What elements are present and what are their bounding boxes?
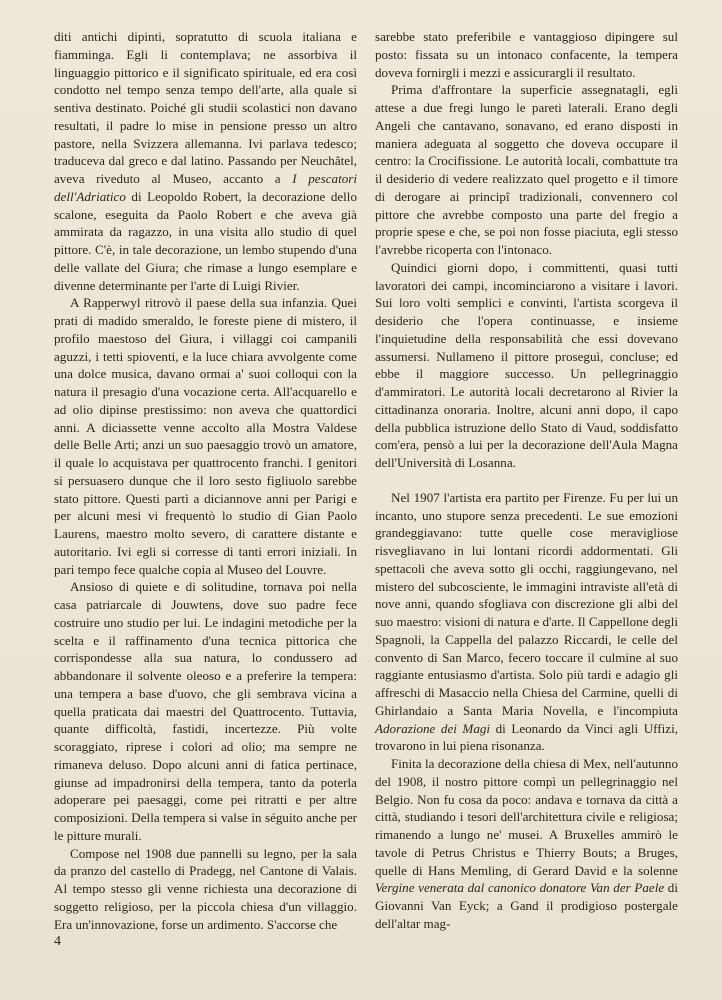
artwork-title: Adorazione dei Magi [375, 720, 491, 736]
artwork-title: Vergine venerata dal canonico donatore Van der Paele [375, 880, 665, 896]
paragraph [375, 755, 678, 933]
paragraph: Ansioso di quiete e di solitudine, tornava poi nella casa patriarcale di Jouwtens, dove suo padre fece costruire uno studio per lui. Le indagini metodiche per la scelta e il raffinamento d'una tecnica pittorica che corrispondesse alla sua natura, lo condussero ad abbandonare il solvente oleoso e a preferire la tempera: una tempera a base d'uovo, che gli sembrava vicina a quella praticata dai maestri del Quattrocento. Tuttavia, quante difficoltà, fastidi, incertezze. Più volte scoraggiato, riprese i colori ad olio; ma sempre ne rimaneva deluso. Dopo alcuni anni di fatica pertinace, giunse ad impadronirsi della tempera, tanto da poterla adoperare pei paesaggi, come pei ritratti e per altre composizioni. Della tempera si valse in séguito anche per le pitture murali. [54, 579, 357, 843]
left-column [54, 28, 357, 933]
artwork-title: I pescatori dell'Adriatico [54, 171, 357, 204]
paragraph-text: diti antichi dipinti, sopratutto di scuola italiana e fiamminga. Egli li contemplava; ne assorbiva il linguaggio pittorico e il significato spirituale, ed era così condotto nel tempo senza tempo dell'arte, alla quale si sentiva destinato. Poiché gli studii scolastici non davano resultati, il padre lo mise in pensione presso un altro pastore, nella Svizzera allemanna. Ivi parlava tedesco; traduceva dal greco e dal latino. Passando per Neuchâtel, aveva riveduto al Museo, accanto a [54, 29, 357, 186]
paragraph-text: Finita la decorazione della chiesa di Mex, nell'autunno del 1908, il nostro pittore compì un pellegrinaggio nel Belgio. Non fu cosa da poco: andava e tornava da città a città, studiando i tesori dell'architettura civile e religiosa; rimanendo a lungo ne' musei. A Bruxelles ammirò le tavole di Petrus Christus e Thierry Bouts; a Bruges, quelle di Hans Memling, di Gerard David e la solenne [375, 756, 678, 878]
page-number: 4 [54, 934, 61, 949]
paragraph [54, 28, 357, 294]
paragraph [375, 489, 678, 755]
paragraph: Prima d'affrontare la superficie assegnatagli, egli attese a due fregi lungo le pareti laterali. Erano degli Angeli che cantavano, sonavano, ed erano disposti in maniera adeguata al soggetto che doveva occupare il centro: la Crocifissione. Le autorità locali, combattute tra il desiderio di vedere realizzato quel progetto e il timore di derogare ai principî tradizionali, convennero col pittore che avrebbe composto una parte del fregio a proprie spese e che, se poi non fosse piaciuta, egli stesso l'avrebbe ricoperta con l'intonaco. [375, 82, 678, 257]
paragraph: sarebbe stato preferibile e vantaggioso dipingere sul posto: fissata su un intonaco confacente, la tempera doveva fornirgli i mezzi e assicurargli il resultato. [375, 29, 678, 80]
paragraph-text: di Leonardo da Vinci agli Uffizi, trovarono in lui piena risonanza. [375, 720, 678, 754]
paragraph-text: Nel 1907 l'artista era partito per Firenze. Fu per lui un incanto, uno stupore senza precedenti. Le sue emozioni grandeggiavano: tutte quelle cose meravigliose risvegliavano in lui lontani ricordi addormentati. Gli spettacoli che aveva sotto gli occhi, raggiungevano, nel mistero del subcosciente, le immagini intraviste all'età di nove anni, quando sfogliava con discrezione gli albi del suo maestro: visioni di natura e d'arte. Il Cappellone degli Spagnoli, la Cappella del palazzo Riccardi, le celle del convento di San Marco, fecero toccare il culmine al suo raggiante entusiasmo d'artista. Solo più tardi e adagio gli affreschi di Masaccio nella Chiesa del Carmine, quelli di Ghirlandaio a Santa Maria Novella, e l'incompiuta [375, 489, 678, 718]
paragraph: A Rapperwyl ritrovò il paese della sua infanzia. Quei prati di madido smeraldo, le foreste piene di mistero, il profilo maestoso del Giura, i villaggi coi campanili aguzzi, i tetti spioventi, e la luce chiara avvolgente come una dolce musica, davano ormai a' suoi colloqui con la natura il presagio d'una vocazione certa. All'acquarello e ad olio dipinse prestissimo: non aveva che quattordici anni. A diciassette venne accolto alla Mostra Valdese delle Belle Arti; anzi un suo paesaggio trovò un amatore, il quale lo acquistava per quattrocento franchi. I genitori si persuasero dunque che il loro sesto figliuolo sarebbe stato pittore. Questi partì a diciannove anni per Parigi e per alcuni mesi vi frequentò lo studio di Gian Paolo Laurens, maestro molto severo, di carattere distante e autoritario. Ivi egli si corresse di tanti errori iniziali. In pari tempo fece qualche copia al Museo del Louvre. [54, 295, 357, 577]
paragraph-text: di Giovanni Van Eyck; a Gand il prodigioso postergale dell'altar mag- [375, 880, 678, 931]
paragraph: Compose nel 1908 due pannelli su legno, per la sala da pranzo del castello di Pradegg, nel Cantone di Valais. Al tempo stesso gli venne richiesta una decorazione di soggetto religioso, per la piccola chiesa d'un villaggio. Era un'innovazione, forse un ardimento. S'accorse che [54, 845, 357, 932]
paragraph: Quindici giorni dopo, i committenti, quasi tutti lavoratori dei campi, incominciarono a visitare i lavori. Sui loro volti semplici e convinti, l'artista scorgeva il desiderio che l'opera continuasse, e insieme l'inquietudine della responsabilità che essi dovevano assumersi. Nullameno il pittore proseguì, concluse; ed ebbe il maggiore successo. Un pellegrinaggio d'ammiratori. Le autorità locali decretarono al Rivier la cittadinanza onoraria. Inoltre, alcuni anni dopo, il capo della pubblica istruzione dello Stato di Vaud, soddisfatto com'era, pensò a lui per la decorazione dell'Aula Magna dell'Università di Losanna. [375, 259, 678, 470]
paragraph-text: di Leopoldo Robert, la decorazione dello scalone, eseguita da Paolo Robert e che aveva già ammirata da ragazzo, in una visita allo studio di quel pittore. C'è, in tale decorazione, un lembo stupendo d'una delle vallate del Giura; che rimase a lungo esemplare e divenne determinante per l'arte di Luigi Rivier. [54, 188, 357, 293]
right-column [375, 28, 678, 933]
